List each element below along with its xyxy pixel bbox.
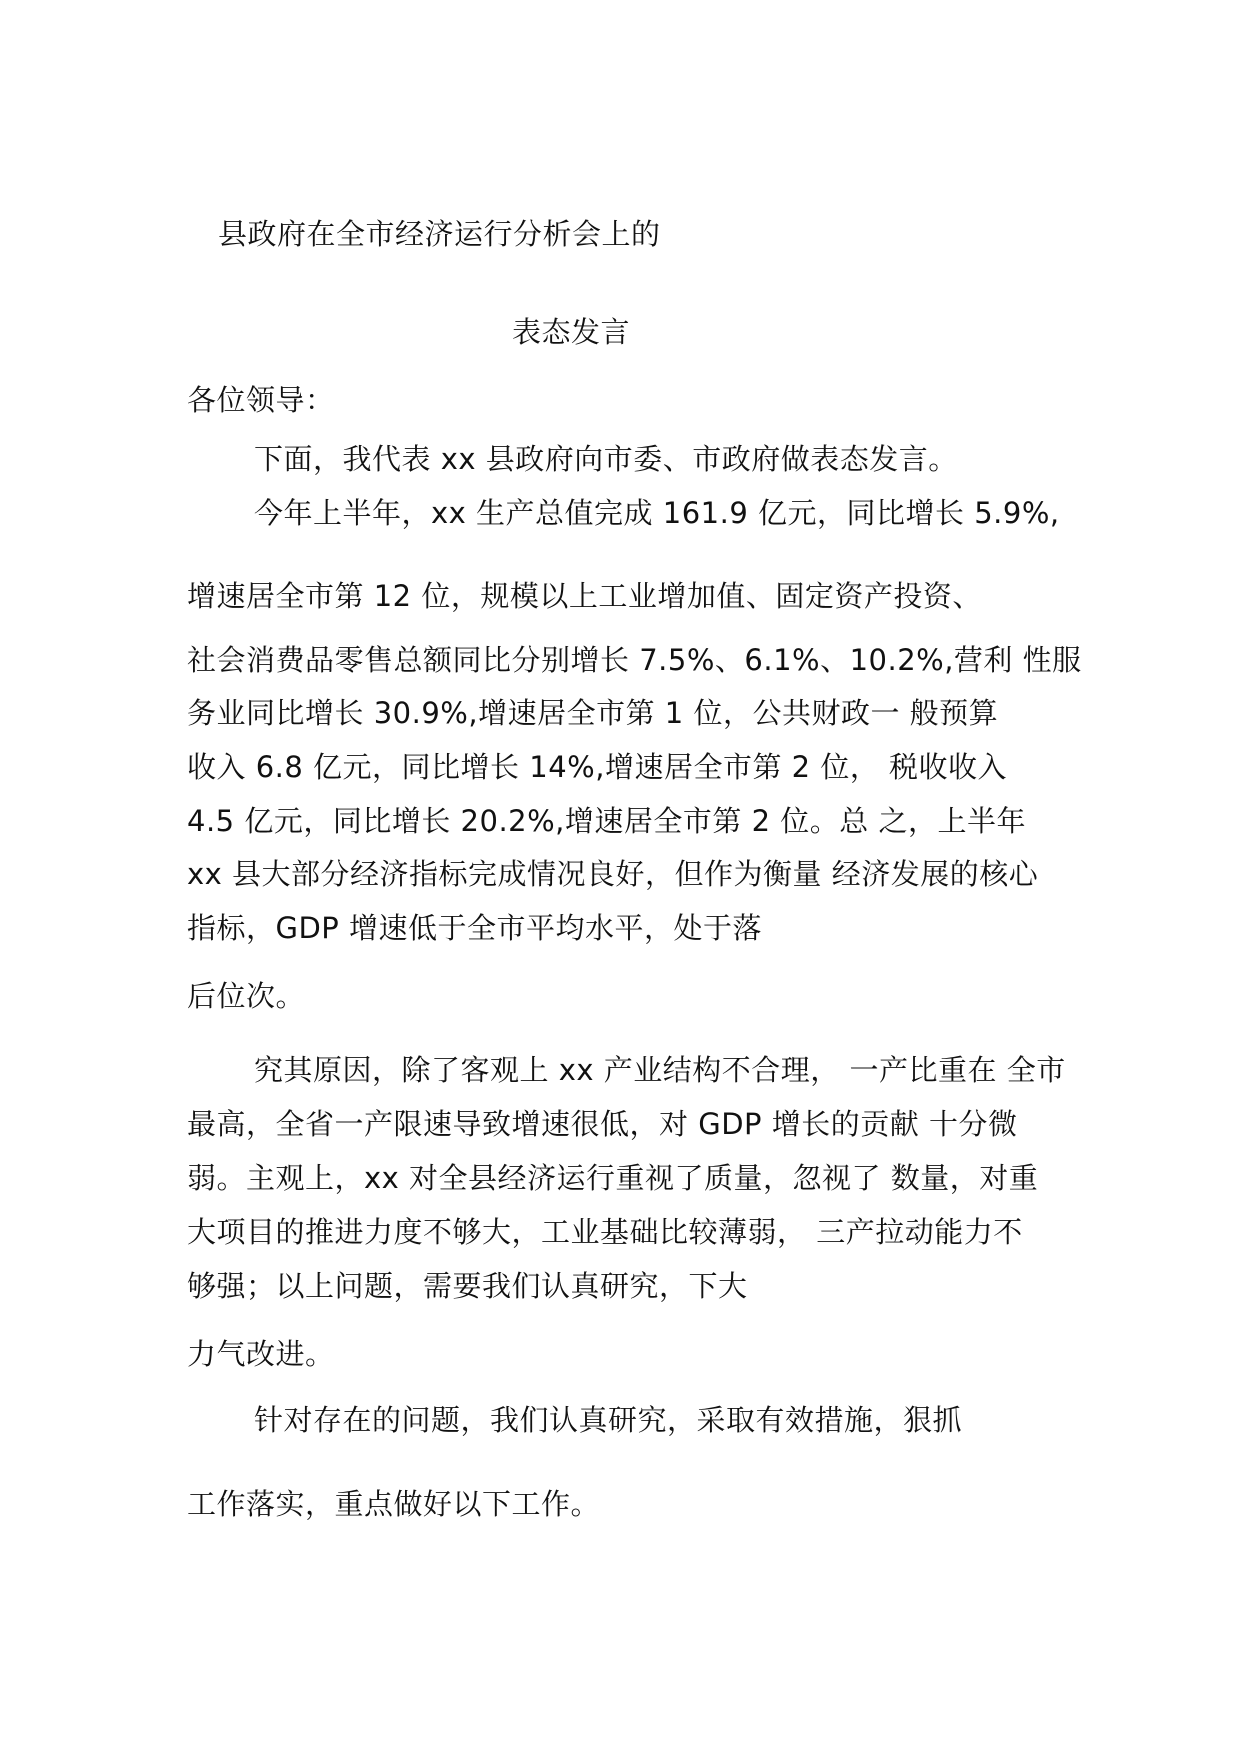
- paragraph-line: 社会消费品零售总额同比分别增长 7.5%、6.1%、10.2%,营利 性服: [187, 643, 1082, 677]
- paragraph-line: 最高，全省一产限速导致增速很低，对 GDP 增长的贡献 十分微: [187, 1107, 1018, 1141]
- paragraph-line: 工作落实，重点做好以下工作。: [187, 1487, 601, 1521]
- paragraph-line: 大项目的推进力度不够大，工业基础比较薄弱， 三产拉动能力不: [187, 1215, 1023, 1249]
- paragraph-line: 今年上半年，xx 生产总值完成 161.9 亿元，同比增长 5.9%,: [254, 496, 1060, 530]
- paragraph-line: 后位次。: [187, 979, 306, 1013]
- paragraph-line: 弱。主观上，xx 对全县经济运行重视了质量，忽视了 数量，对重: [187, 1161, 1039, 1195]
- paragraph-line: 4.5 亿元，同比增长 20.2%,增速居全市第 2 位。总 之，上半年: [187, 804, 1027, 838]
- paragraph-line: 增速居全市第 12 位，规模以上工业增加值、固定资产投资、: [187, 579, 982, 613]
- document-title-line-2: 表态发言: [512, 315, 631, 349]
- paragraph-line: 究其原因，除了客观上 xx 产业结构不合理， 一产比重在 全市: [254, 1053, 1066, 1087]
- paragraph-line: 下面，我代表 xx 县政府向市委、市政府做表态发言。: [254, 442, 958, 476]
- paragraph-line: 指标，GDP 增速低于全市平均水平，处于落: [187, 911, 763, 945]
- paragraph-line: xx 县大部分经济指标完成情况良好，但作为衡量 经济发展的核心: [187, 857, 1039, 891]
- salutation: 各位领导：: [187, 383, 335, 417]
- paragraph-line: 收入 6.8 亿元，同比增长 14%,增速居全市第 2 位， 税收收入: [187, 750, 1008, 784]
- paragraph-line: 力气改进。: [187, 1337, 335, 1371]
- paragraph-line: 务业同比增长 30.9%,增速居全市第 1 位，公共财政一 般预算: [187, 696, 999, 730]
- document-title-line-1: 县政府在全市经济运行分析会上的: [218, 217, 661, 251]
- paragraph-line: 针对存在的问题，我们认真研究，采取有效措施，狠抓: [254, 1403, 963, 1437]
- paragraph-line: 够强；以上问题，需要我们认真研究，下大: [187, 1269, 748, 1303]
